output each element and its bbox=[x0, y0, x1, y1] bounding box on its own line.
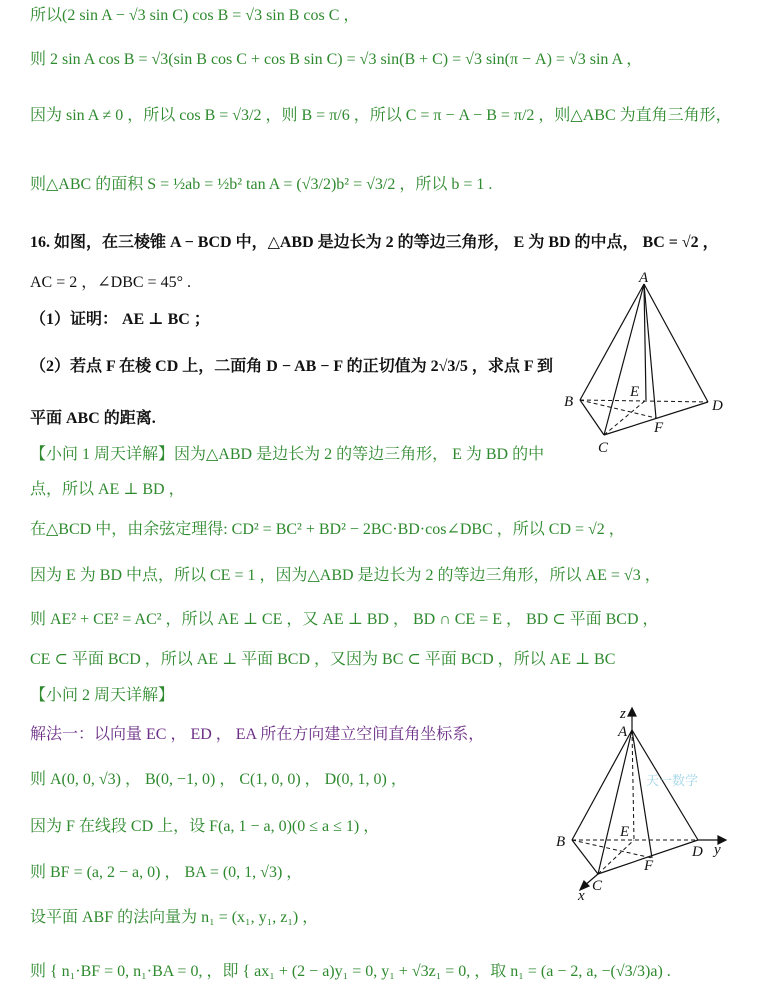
solution1-line-3: 在△BCD 中，由余弦定理得: CD² = BC² + BD² − 2BC·BD·cos∠DBC ，所以 CD = √2 ， bbox=[30, 521, 625, 538]
label-C: C bbox=[598, 440, 609, 455]
line-4: 则△ABC 的面积 S = ½ab = ½b² tan A = (√3/2)b² = √3/2 ，所以 b = 1 . bbox=[30, 176, 493, 193]
solution1-line-4: 因为 E 为 BD 中点，所以 CE = 1 ，因为△ABD 是边长为 2 的等边三角形，所以 AE = √3 ， bbox=[30, 567, 661, 584]
edge-CE bbox=[604, 400, 646, 435]
line-2: 则 2 sin A cos B = √3(sin B cos C + cos B sin C) = √3 sin(B + C) = √3 sin(π − A) = √3 sin A ， bbox=[30, 51, 643, 68]
label-y: y bbox=[714, 842, 721, 858]
z-arrow bbox=[628, 708, 636, 716]
solution1-line-6: CE ⊂ 平面 BCD ，所以 AE ⊥ 平面 BCD ，又因为 BC ⊂ 平面 BCD ，所以 AE ⊥ BC bbox=[30, 651, 616, 668]
problem-16-part1: （1）证明： AE ⊥ BC ； bbox=[30, 311, 210, 328]
label-F: F bbox=[644, 858, 654, 874]
solution2-coords: 则 A(0, 0, √3) ， B(0, −1, 0) ， C(1, 0, 0) ， D(0, 1, 0) ， bbox=[30, 771, 407, 788]
solution1-line-5: 则 AE² + CE² = AC² ，所以 AE ⊥ CE ，又 AE ⊥ BD ， BD ∩ CE = E ， BD ⊂ 平面 BCD ， bbox=[30, 611, 659, 628]
label-C: C bbox=[592, 878, 603, 894]
edge-AF bbox=[632, 730, 652, 858]
solution1-line-2: 点，所以 AE ⊥ BD ， bbox=[30, 481, 185, 498]
label-F: F bbox=[654, 420, 664, 436]
label-E: E bbox=[630, 384, 640, 400]
edge-AB bbox=[580, 284, 644, 400]
label-B: B bbox=[564, 394, 574, 410]
solution2-method: 解法一：以向量 EC ， ED ， EA 所在方向建立空间直角坐标系， bbox=[30, 726, 485, 743]
line-3: 因为 sin A ≠ 0 ，所以 cos B = √3/2 ，则 B = π/6 ，所以 C = π − A − B = π/2 ，则△ABC 为直角三角形， bbox=[30, 107, 732, 124]
problem-16-part2: （2）若点 F 在棱 CD 上，二面角 D − AB − F 的正切值为 2√3/5 ，求点 F 到 bbox=[30, 358, 554, 375]
edge-AE bbox=[632, 730, 634, 840]
label-D: D bbox=[692, 844, 703, 860]
problem-16-given: AC = 2 ，∠DBC = 45° . bbox=[30, 274, 191, 291]
problem-16-part2-cont: 平面 ABC 的距离. bbox=[30, 410, 156, 427]
watermark: 天一数学 bbox=[646, 774, 699, 789]
edge-BF bbox=[580, 400, 656, 418]
edge-CE bbox=[598, 840, 634, 874]
solution2-F: 因为 F 在线段 CD 上，设 F(a, 1 − a, 0)(0 ≤ a ≤ 1) ， bbox=[30, 818, 380, 835]
edge-AC bbox=[604, 284, 644, 435]
coordinate-pyramid-diagram bbox=[548, 700, 748, 900]
solution2-vectors: 则 BF = (a, 2 − a, 0) ， BA = (0, 1, √3) ， bbox=[30, 864, 303, 881]
pyramid-diagram bbox=[560, 270, 740, 455]
solution1-line-1: 【小问 1 周天详解】因为△ABD 是边长为 2 的等边三角形， E 为 BD 的中 bbox=[30, 446, 545, 463]
label-B: B bbox=[556, 834, 566, 850]
solution2-system: 则 { n₁·BF = 0, n₁·BA = 0, ，即 { ax₁ + (2 − a)y₁ = 0, y₁ + √3z₁ = 0, ，取 n₁ = (a − 2, a, −(√3/3)a) . bbox=[30, 963, 671, 980]
solution2-normal: 设平面 ABF 的法向量为 n₁ = (x₁, y₁, z₁) ， bbox=[30, 909, 319, 926]
solution2-heading: 【小问 2 周天详解】 bbox=[30, 687, 175, 704]
label-A: A bbox=[618, 724, 628, 740]
line-1: 所以(2 sin A − √3 sin C) cos B = √3 sin B cos C ， bbox=[30, 7, 360, 24]
label-z: z bbox=[620, 706, 626, 722]
label-D: D bbox=[712, 398, 723, 414]
label-A: A bbox=[639, 270, 649, 286]
edge-AD bbox=[644, 284, 708, 402]
label-E: E bbox=[620, 824, 630, 840]
problem-16-statement: 16. 如图，在三棱锥 A − BCD 中，△ABD 是边长为 2 的等边三角形， E 为 BD 的中点， BC = √2 ， bbox=[30, 234, 719, 251]
label-x: x bbox=[578, 888, 585, 900]
